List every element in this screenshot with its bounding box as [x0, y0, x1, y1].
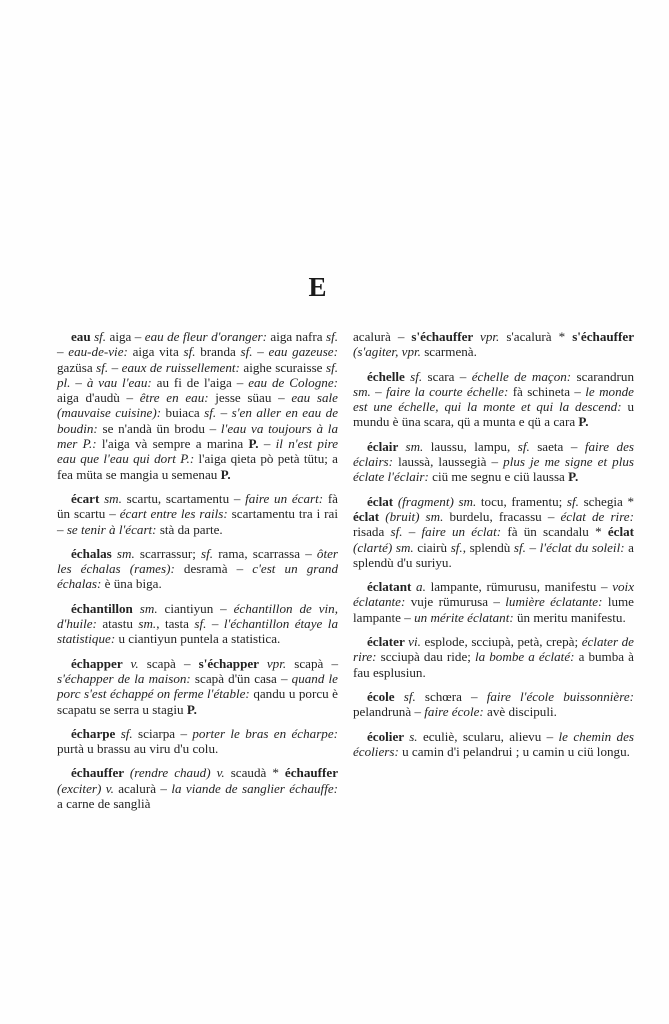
entry-segment: l'eau va toujours à la mer P.:: [57, 420, 338, 452]
entry-segment: branda: [200, 344, 241, 360]
entry-segment: P.: [578, 414, 589, 430]
entry-segment: sf.: [240, 344, 258, 360]
entry-segment: sm.: [405, 438, 431, 454]
entry-segment: , splendù: [462, 539, 514, 555]
entry-segment: éclat: [367, 493, 398, 509]
entry-segment: l'éclat du soleil:: [539, 539, 629, 555]
entry-segment: sf.: [204, 405, 221, 421]
entry-segment: scaudà *: [230, 765, 285, 781]
entry-segment: atastu: [102, 616, 139, 632]
entry-segment: scciupà dau ride;: [380, 649, 475, 665]
entry-segment: la viande de sanglier échauffe:: [171, 780, 338, 796]
entry-segment: sf.: [325, 329, 338, 344]
entry-segment: stà da parte.: [159, 521, 223, 537]
entry-segment: échelle de maçon:: [471, 368, 577, 384]
entry-segment: eau-de-vie:: [68, 344, 133, 360]
entry-segment: ciairù: [417, 539, 451, 555]
entry-segment: voix éclatante:: [353, 579, 635, 610]
entry-segment: (rendre chaud) v.: [129, 765, 231, 781]
entry-segment: aiga vita: [132, 344, 184, 360]
entry-segment: ciantiyun –: [164, 600, 234, 616]
entry-segment: échelle: [367, 368, 411, 384]
entry-segment: u mundu è üna scara, qü a munta e qü a cara: [353, 399, 634, 430]
entry-segment: éclatant: [367, 579, 417, 595]
dictionary-entry-echarpe: [57, 726, 338, 757]
entry-segment: –: [375, 383, 387, 399]
entry-segment: schœra –: [424, 688, 487, 704]
entry-segment: se tenir à l'écart:: [66, 521, 160, 537]
dictionary-entry-eau: [57, 329, 338, 482]
entry-segment: éclater: [367, 634, 409, 650]
entry-segment: fà ün scandalu *: [507, 524, 608, 540]
entry-segment: P.: [186, 701, 197, 717]
entry-segment: s.: [409, 728, 423, 744]
entry-segment: saeta –: [537, 438, 585, 454]
entry-segment: –: [75, 374, 87, 390]
entry-segment: éclat: [607, 524, 635, 540]
entry-segment: sf.: [94, 329, 110, 344]
entry-segment: scarandrun: [576, 368, 634, 384]
entry-segment: éclair: [367, 438, 406, 454]
entry-segment: eaux de ruissellement:: [121, 359, 244, 375]
entry-segment: échapper: [71, 655, 131, 671]
entry-segment: –: [111, 359, 122, 375]
entry-segment: vpr.: [266, 655, 295, 671]
entry-segment: aiga –: [109, 329, 145, 344]
dictionary-entry-eclair: [353, 439, 634, 485]
entry-segment: un mérite éclatant:: [414, 609, 517, 625]
entry-segment: buiaca: [165, 405, 205, 421]
entry-segment: scapà d'ün casa –: [194, 670, 292, 686]
entry-segment: eau sale (mauvaise cuisine):: [57, 390, 338, 421]
entry-segment: scartamentu tra i rai –: [57, 506, 338, 537]
entry-segment: il n'est pire eau que l'eau qui dort P.:: [57, 436, 339, 467]
entry-segment: (s'agiter, vpr.: [353, 344, 425, 360]
entry-segment: –: [57, 344, 69, 360]
entry-segment: sf.: [390, 524, 409, 540]
entry-segment: (bruit) sm.: [385, 508, 450, 524]
entry-segment: (fragment) sm.: [397, 493, 481, 509]
entry-segment: sf.: [566, 493, 584, 509]
entry-segment: P.: [248, 436, 264, 452]
entry-segment: s'échauffer: [572, 329, 634, 344]
entry-segment: lume lampante –: [353, 594, 634, 625]
entry-segment: rama, scarrassa –: [218, 545, 317, 561]
dictionary-entry-echapper: [57, 656, 338, 717]
dictionary-entry-echauffer-continued: [353, 329, 634, 360]
entry-segment: a.: [416, 579, 431, 595]
entry-segment: a bumba à fau esplusiun.: [353, 649, 634, 680]
entry-segment: –: [211, 616, 224, 632]
entry-segment: sm.: [104, 490, 127, 506]
entry-segment: vpr.: [480, 329, 507, 344]
entry-segment: –: [263, 436, 276, 452]
entry-segment: sm.: [116, 545, 140, 561]
dictionary-entry-ecole: [353, 689, 634, 720]
entry-segment: à vau l'eau:: [86, 374, 157, 390]
entry-segment: ün meritu manifestu.: [517, 609, 626, 625]
entry-segment: faire un écart:: [245, 490, 328, 506]
entry-segment: sf. pl.: [57, 359, 339, 390]
entry-segment: sciarpa –: [138, 725, 193, 741]
entry-segment: faire des éclairs:: [353, 438, 634, 470]
entry-segment: sf.: [96, 359, 112, 375]
entry-segment: scarmenà.: [424, 344, 477, 360]
entry-segment: sf.: [410, 368, 428, 384]
entry-segment: avè discipuli.: [487, 704, 557, 720]
entry-segment: scartu, scartamentu –: [126, 490, 246, 506]
entry-segment: l'aiga qieta pò petà tütu; a fea müta se mangia u semenau: [57, 451, 338, 482]
entry-segment: ôter les échalas (rames):: [57, 545, 338, 577]
entry-segment: lumière éclatante:: [505, 594, 608, 610]
entry-segment: sm.: [139, 600, 165, 616]
entry-segment: jesse süau –: [215, 390, 292, 406]
column-right: [353, 329, 634, 820]
entry-segment: se n'andà ün brodu –: [102, 420, 221, 436]
entry-segment: sm.: [353, 383, 376, 399]
entry-segment: P.: [568, 469, 579, 485]
entry-segment: aiga d'audù –: [57, 390, 140, 406]
entry-segment: eau de Cologne:: [248, 374, 338, 390]
entry-segment: –: [220, 405, 232, 421]
entry-segment: eau de fleur d'oranger:: [144, 329, 271, 344]
entry-segment: échantillon: [71, 600, 140, 616]
entry-segment: l'aiga và sempre a marina: [101, 436, 249, 452]
entry-segment: sf.: [183, 344, 201, 360]
entry-segment: sf.: [403, 688, 425, 704]
entry-segment: école: [367, 688, 404, 704]
entry-segment: échauffer: [284, 765, 339, 781]
entry-segment: u camin d'i pelandrui ; u camin u ciü longu.: [402, 743, 630, 759]
entry-segment: scapà –: [146, 655, 199, 671]
entry-segment: éclat de rire:: [560, 508, 634, 524]
entry-segment: écolier: [367, 728, 410, 744]
entry-segment: le chemin des écoliers:: [353, 728, 634, 759]
entry-segment: sf.: [194, 616, 212, 632]
dictionary-entry-echalas: [57, 546, 338, 592]
dictionary-entry-eclatant: [353, 579, 634, 625]
entry-segment: (clarté) sm.: [353, 539, 418, 555]
dictionary-entry-echantillon: [57, 601, 338, 647]
entry-segment: écart: [71, 490, 105, 506]
entry-segment: éclat: [353, 508, 386, 524]
entry-segment: pelandrunà –: [353, 704, 425, 720]
entry-segment: écart entre les rails:: [119, 506, 232, 522]
entry-segment: sf.: [201, 545, 219, 561]
entry-segment: desramà –: [183, 561, 253, 577]
entry-segment: s'échapper: [198, 655, 267, 671]
entry-segment: risada: [353, 524, 391, 540]
entry-segment: –: [529, 539, 540, 555]
entry-segment: eau: [71, 329, 95, 344]
entry-segment: è üna biga.: [104, 576, 162, 592]
column-left: [57, 329, 338, 820]
entry-segment: sf.: [450, 539, 463, 555]
entry-segment: , tasta: [156, 616, 195, 632]
entry-segment: lampante, rümurusu, manifestu –: [430, 579, 613, 595]
entry-segment: scapà –: [294, 655, 338, 671]
entry-segment: sm.: [138, 616, 157, 632]
dictionary-entry-eclater: [353, 634, 634, 680]
entry-segment: s'acalurà *: [506, 329, 573, 344]
entry-segment: fà schineta –: [512, 383, 586, 399]
entry-segment: v.: [130, 655, 147, 671]
entry-segment: faire l'école buissonnière:: [486, 688, 634, 704]
entry-segment: acalurà –: [118, 780, 172, 796]
entry-segment: faire école:: [424, 704, 488, 720]
entry-segment: esplode, scciupà, petà, crepà;: [424, 634, 582, 650]
dictionary-entry-echauffer: [57, 765, 338, 811]
dictionary-entry-eclat: [353, 494, 634, 570]
entry-segment: échauffer: [71, 765, 130, 781]
entry-segment: c'est un grand échalas:: [57, 561, 339, 592]
entry-segment: laussu, lampu,: [430, 438, 518, 454]
entry-segment: sf.: [517, 438, 538, 454]
text-columns: [57, 329, 634, 820]
entry-segment: –: [408, 524, 422, 540]
entry-segment: –: [257, 344, 269, 360]
entry-segment: scarrassur;: [139, 545, 202, 561]
entry-segment: s'échapper de la maison:: [57, 670, 195, 686]
entry-segment: purtà u brassu au viru d'u colu.: [57, 741, 219, 757]
entry-segment: faire la courte échelle:: [386, 383, 513, 399]
entry-segment: la bombe a éclaté:: [475, 649, 579, 665]
entry-segment: sf.: [120, 725, 139, 741]
entry-segment: fà ün scartu –: [57, 490, 338, 522]
entry-segment: vuje rümurusa –: [410, 594, 506, 610]
entry-segment: écharpe: [71, 725, 121, 741]
entry-segment: porter le bras en écharpe:: [192, 725, 339, 741]
entry-segment: le monde est une échelle, qui la monte et qui la descend:: [353, 383, 634, 415]
entry-segment: schegia *: [583, 493, 635, 509]
entry-segment: eau gazeuse:: [268, 344, 338, 360]
entry-segment: échalas: [71, 545, 117, 561]
entry-segment: l'échantillon étaye la statistique:: [57, 616, 338, 647]
entry-segment: sf.: [513, 539, 530, 555]
dictionary-entry-ecart: [57, 491, 338, 537]
entry-segment: qandu u porcu è scapatu se serra u stagiu: [57, 686, 338, 717]
entry-segment: aighe scuraisse: [243, 359, 326, 375]
entry-segment: plus je me signe et plus éclate l'éclair:: [353, 454, 634, 485]
entry-segment: échantillon de vin, d'huile:: [57, 600, 338, 632]
entry-segment: quand le porc s'est échappé on ferme l'étable:: [57, 670, 338, 702]
entry-segment: vi.: [408, 634, 425, 650]
entry-segment: burdelu, fracassu –: [449, 508, 561, 524]
entry-segment: acalurà –: [353, 329, 412, 344]
entry-segment: u ciantiyun puntela a statistica.: [118, 631, 281, 647]
entry-segment: scara –: [427, 368, 472, 384]
entry-segment: gazüsa: [57, 359, 97, 375]
entry-segment: s'en aller en eau de boudin:: [57, 405, 339, 436]
entry-segment: aiga nafra: [270, 329, 326, 344]
entry-segment: être en eau:: [139, 390, 216, 406]
dictionary-entry-echelle: [353, 369, 634, 430]
entry-segment: a carne de sanglià: [57, 796, 151, 812]
entry-segment: ciü me segnu e ciü laussa: [432, 469, 569, 485]
entry-segment: laussà, laussegià –: [398, 454, 504, 470]
entry-segment: s'échauffer: [411, 329, 481, 344]
entry-segment: (exciter) v.: [57, 780, 119, 796]
entry-segment: eculiè, scularu, alievu –: [422, 728, 559, 744]
entry-segment: P.: [220, 466, 231, 482]
entry-segment: au fi de l'aiga –: [156, 374, 249, 390]
entry-segment: faire un éclat:: [421, 524, 508, 540]
section-letter-heading: E: [308, 272, 328, 302]
entry-segment: éclater de rire:: [353, 634, 634, 665]
dictionary-entry-ecolier: [353, 729, 634, 760]
entry-segment: a splendù d'u suriyu.: [353, 539, 634, 570]
entry-segment: tocu, framentu;: [480, 493, 567, 509]
